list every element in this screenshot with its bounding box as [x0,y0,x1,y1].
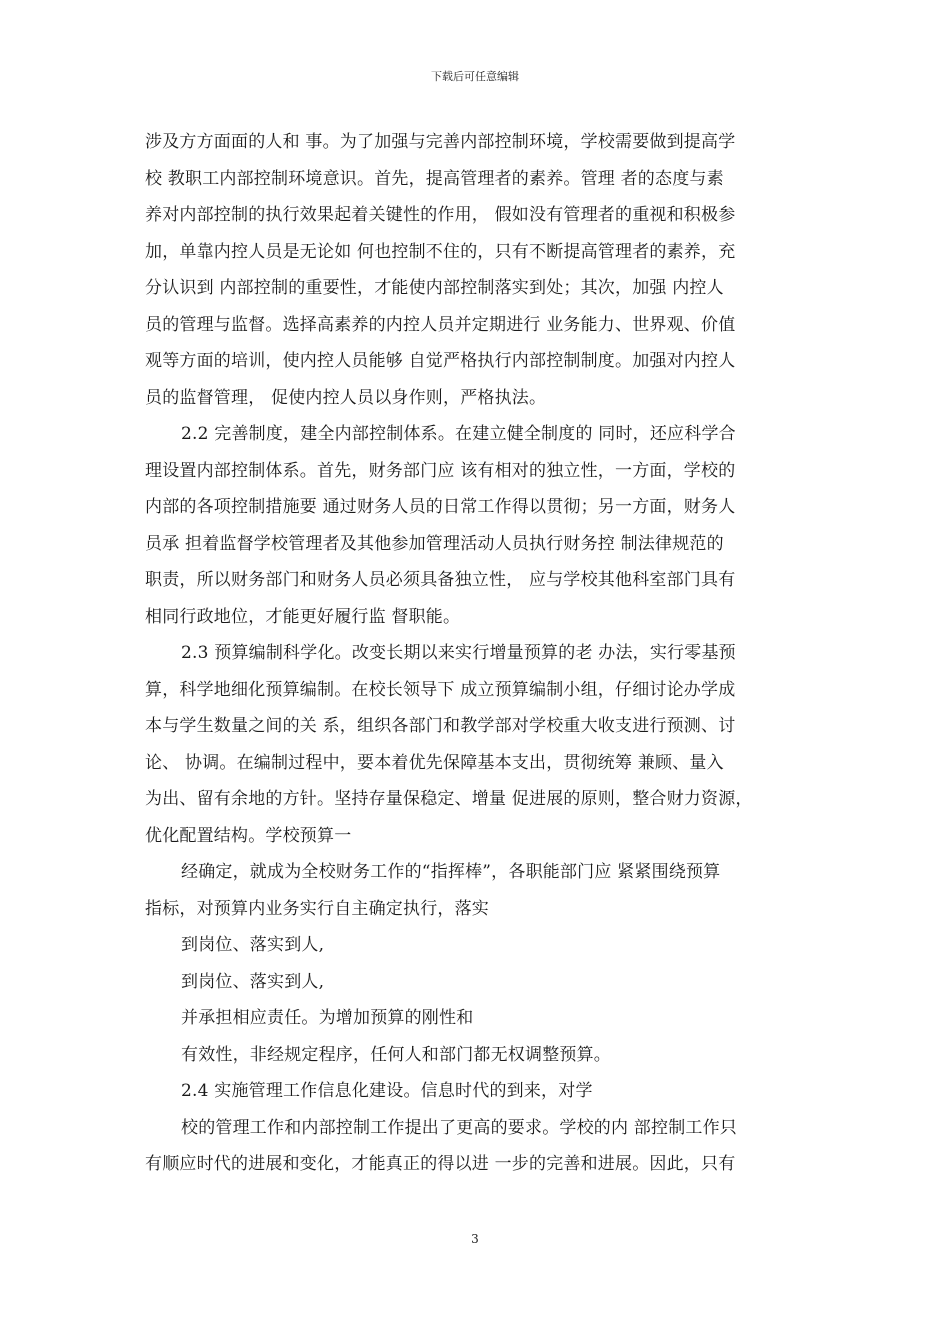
text-line: 2.4 实施管理工作信息化建设。信息时代的到来，对学 [181,1081,593,1101]
text-line: 算，科学地细化预算编制。在校长领导下 成立预算编制小组，仔细讨论办学成 [145,679,736,700]
text-line: 校的管理工作和内部控制工作提出了更高的要求。学校的内 部控制工作只 [181,1117,738,1138]
text-line: 分认识到 内部控制的重要性，才能使内部控制落实到处；其次，加强 内控人 [145,278,724,298]
text-line: 为出、留有余地的方针。坚持存量保稳定、增量 促进展的原则，整合财力资源， [145,789,753,809]
text-line: 到岗位、落实到人, [181,935,325,955]
text-line: 本与学生数量之间的关 系，组织各部门和教学部对学校重大收支进行预测、讨 [145,716,736,736]
text-line: 校 教职工内部控制环境意识。首先，提高管理者的素养。管理 者的态度与素 [145,168,724,189]
text-line: 员的管理与监督。选择高素养的内控人员并定期进行 业务能力、世界观、价值 [145,314,736,335]
text-line: 养对内部控制的执行效果起着关键性的作用， 假如没有管理者的重视和积极参 [145,205,736,225]
text-line: 论、 协调。在编制过程中，要本着优先保障基本支出，贯彻统筹 兼顾、量入 [145,752,724,773]
text-line: 有顺应时代的进展和变化，才能真正的得以进 一步的完善和进展。因此，只有 [145,1154,736,1174]
text-line: 职责，所以财务部门和财务人员必须具备独立性， 应与学校其他科室部门具有 [145,570,736,590]
text-line: 加，单靠内控人员是无论如 何也控制不住的，只有不断提高管理者的素养，充 [145,241,736,262]
text-line: 并承担相应责任。为增加预算的刚性和 [181,1008,474,1028]
text-line: 指标，对预算内业务实行自主确定执行，落实 [145,898,489,919]
text-line: 观等方面的培训，使内控人员能够 自觉严格执行内部控制制度。加强对内控人 [145,351,736,371]
text-line: 涉及方方面面的人和 事。为了加强与完善内部控制环境，学校需要做到提高学 [145,132,736,152]
text-line: 经确定，就成为全校财务工作的“指挥棒”，各职能部门应 紧紧围绕预算 [181,862,721,882]
page-number: 3 [471,1232,479,1246]
text-line: 内部的各项控制措施要 通过财务人员的日常工作得以贯彻；另一方面，财务人 [145,497,736,517]
text-line: 到岗位、落实到人, [181,971,325,992]
text-line: 员承 担着监督学校管理者及其他参加管理活动人员执行财务控 制法律规范的 [145,533,724,554]
text-line: 员的监督管理， 促使内控人员以身作则，严格执法。 [145,387,547,408]
text-line: 2.2 完善制度，建全内部控制体系。在建立健全制度的 同时，还应科学合 [181,424,736,444]
text-line: 有效性，非经规定程序，任何人和部门都无权调整预算。 [181,1044,611,1065]
text-line: 优化配置结构。学校预算一 [145,825,352,846]
page-header: 下载后可任意编辑 [431,70,519,83]
text-line: 理设置内部控制体系。首先，财务部门应 该有相对的独立性，一方面，学校的 [145,460,736,481]
document-body [145,124,825,1183]
text-line: 相同行政地位，才能更好履行监 督职能。 [145,606,461,627]
text-line: 2.3 预算编制科学化。改变长期以来实行增量预算的老 办法，实行零基预 [181,643,736,663]
